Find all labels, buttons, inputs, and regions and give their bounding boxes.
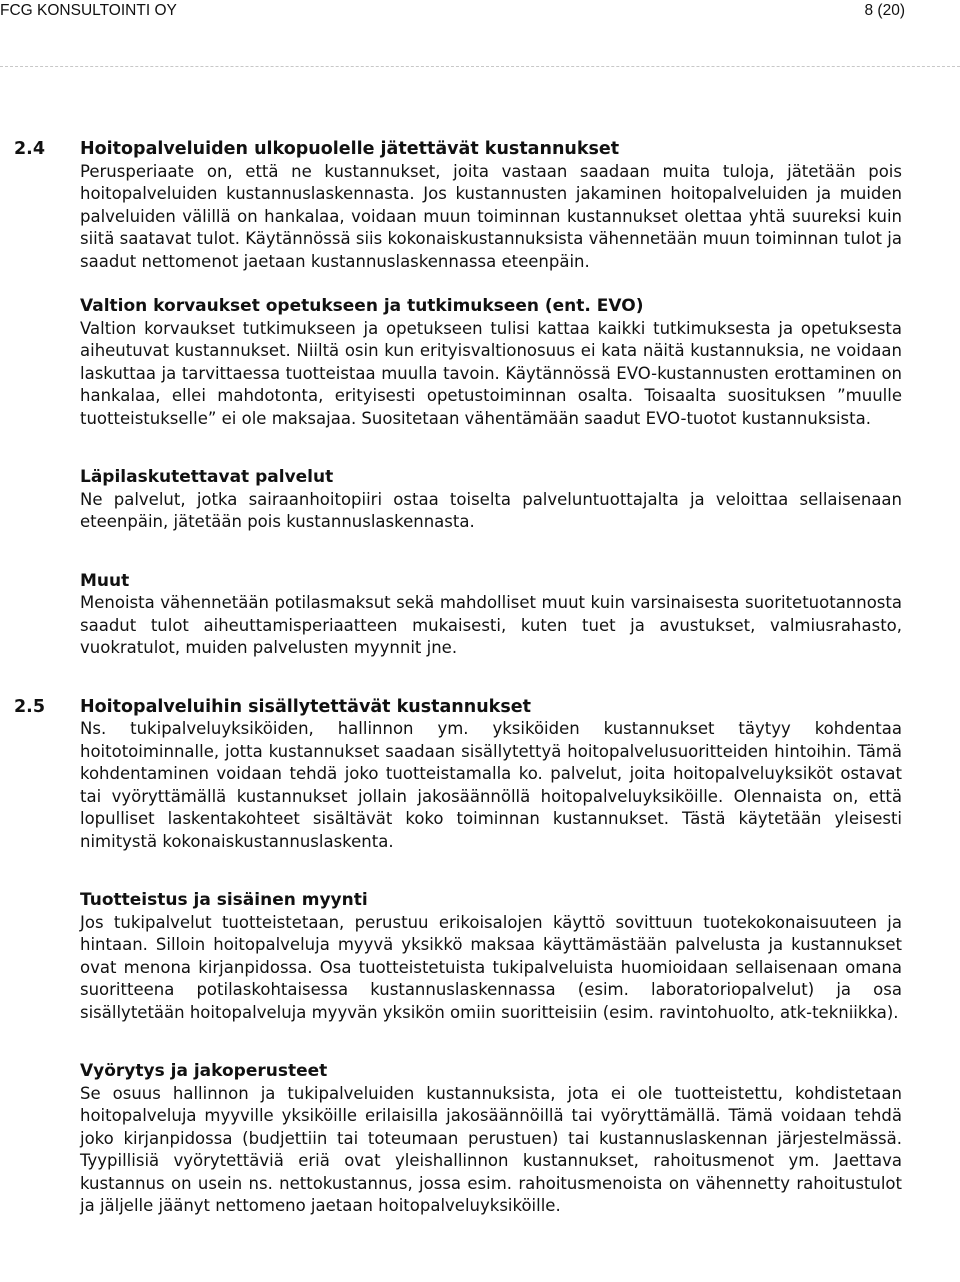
section-intro: Perusperiaate on, että ne kustannukset, joita vastaan saadaan muita tuloja, jätetään pois hoitopalveluiden kustannuslaskennasta. Jos kustannusten jakaminen hoitopalveluiden ja muiden palveluiden välillä on hankalaa, voidaan muun toiminnan kustannukset olettaa yhtä suureksi kuin siitä saatavat tulot. Käytännössä siis kokonaiskustannuksista vähennetään muun toiminnan tulot ja saadut nettomenot jaetaan kustannuslaskennassa eteenpäin. xyxy=(80,161,902,271)
section-intro: Ns. tukipalveluyksiköiden, hallinnon ym. yksiköiden kustannukset täytyy kohdentaa hoitotoiminnalle, jotta kustannukset saadaan sisällytettyä hoitopalvelusuoritteiden hintoihin. Tämä kohdentaminen voidaan tehdä joko tuotteistamalla ko. palvelut, joita hoitopalveluyksiköt ostavat tai vyöryttämällä kustannukset jollain jakosäännöllä hoitopalveluyksiköille. Olennaista on, että lopulliset laskentakohteet sisältävät koko toiminnan kustannukset. Tästä käytetään yleisesti nimitystä kokonaiskustannuslaskenta. xyxy=(80,719,902,851)
section-heading xyxy=(14,696,902,719)
section-title: Hoitopalveluihin sisällytettävät kustannukset xyxy=(80,696,531,717)
page-number: 8 (20) xyxy=(864,2,905,19)
header-divider xyxy=(0,66,960,67)
tuotteistus-heading: Tuotteistus ja sisäinen myynti xyxy=(80,890,368,910)
muut-heading: Muut xyxy=(80,570,130,591)
section-heading xyxy=(14,138,902,161)
main-content xyxy=(14,138,902,1218)
section-number: 2.5 xyxy=(14,696,46,717)
section-number: 2.4 xyxy=(14,139,46,159)
lapilaskutus-paragraph: Ne palvelut, jotka sairaanhoitopiiri ostaa toiselta palveluntuottajalta ja veloittaa sellaisenaan eteenpäin, jätetään pois kustannuslaskennasta. xyxy=(80,489,902,531)
lapilaskutus-heading: Läpilaskutettavat palvelut xyxy=(80,467,334,487)
muut-paragraph: Menoista vähennetään potilasmaksut sekä mahdolliset muut kuin varsinaisesta suoritetuotannosta saadut tulot aiheuttamisperiaatteen mukaisesti, kuten tuet ja avustukset, valmiusrahasto, vuokratulot, muiden palvelusten myynnit jne. xyxy=(80,593,902,657)
vyorytys-heading: Vyörytys ja jakoperusteet xyxy=(80,1061,328,1081)
tuotteistus-paragraph: Jos tukipalvelut tuotteistetaan, perustuu erikoisalojen käyttö sovittuun tuotekokonaisuuteen ja hintaan. Silloin hoitopalveluja myyvä yksikkö maksaa käyttämästään palvelusta ja kustannukset ovat menona kirjanpidossa. Osa tuotteistetuista tukipalveluista huomioidaan sellaisenaan omana suoritteena potilaskohtaisessa kustannuslaskennassa (esim. laboratoriopalvelut) ja osa sisällytetään hoitopalveluja myyvän yksikön omiin suoritteisiin (esim. ravintohuolto, atk-tekniikka). xyxy=(80,912,902,1022)
evo-paragraph: Valtion korvaukset tutkimukseen ja opetukseen tulisi kattaa kaikki tutkimuksesta ja opetuksesta aiheutuvat kustannukset. Niiltä osin kun erityisvaltionosuus ei kata näitä kustannuksia, ne voidaan laskuttaa ja tarvittaessa tuotteistaa muulla tavoin. Käytännössä EVO-kustannusten erottaminen on hankalaa, ellei mahdotonta, erityisesti opetustoiminnan osalta. Toisaalta suosituksen ”muulle tuotteistukselle” ei ole maksajaa. Suositetaan vähentämään saadut EVO-tuotot kustannuksista. xyxy=(80,318,902,428)
company-name: FCG KONSULTOINTI OY xyxy=(0,2,177,19)
section-title: Hoitopalveluiden ulkopuolelle jätettävät kustannukset xyxy=(80,139,620,159)
page-header xyxy=(0,2,905,20)
vyorytys-paragraph: Se osuus hallinnon ja tukipalveluiden kustannuksista, jota ei ole tuotteistettu, kohdistetaan hoitopalveluja myyville yksiköille erilaisilla jakosäännöillä tai vyöryttämällä. Tämä voidaan tehdä joko kirjanpidossa (budjettiin tai toteumaan perustuen) tai kustannuslaskennan järjestelmässä. Tyypillisiä vyörytettäviä eriä ovat yleishallinnon kustannukset, rahoitusmenot ym. Jaettava kustannus on usein ns. nettokustannus, jossa esim. rahoitusmenoista on vähennetty rahoitustulot ja jäljelle jäänyt nettomeno jaetaan hoitopalveluyksiköille. xyxy=(80,1083,902,1215)
evo-heading: Valtion korvaukset opetukseen ja tutkimukseen (ent. EVO) xyxy=(80,296,644,316)
